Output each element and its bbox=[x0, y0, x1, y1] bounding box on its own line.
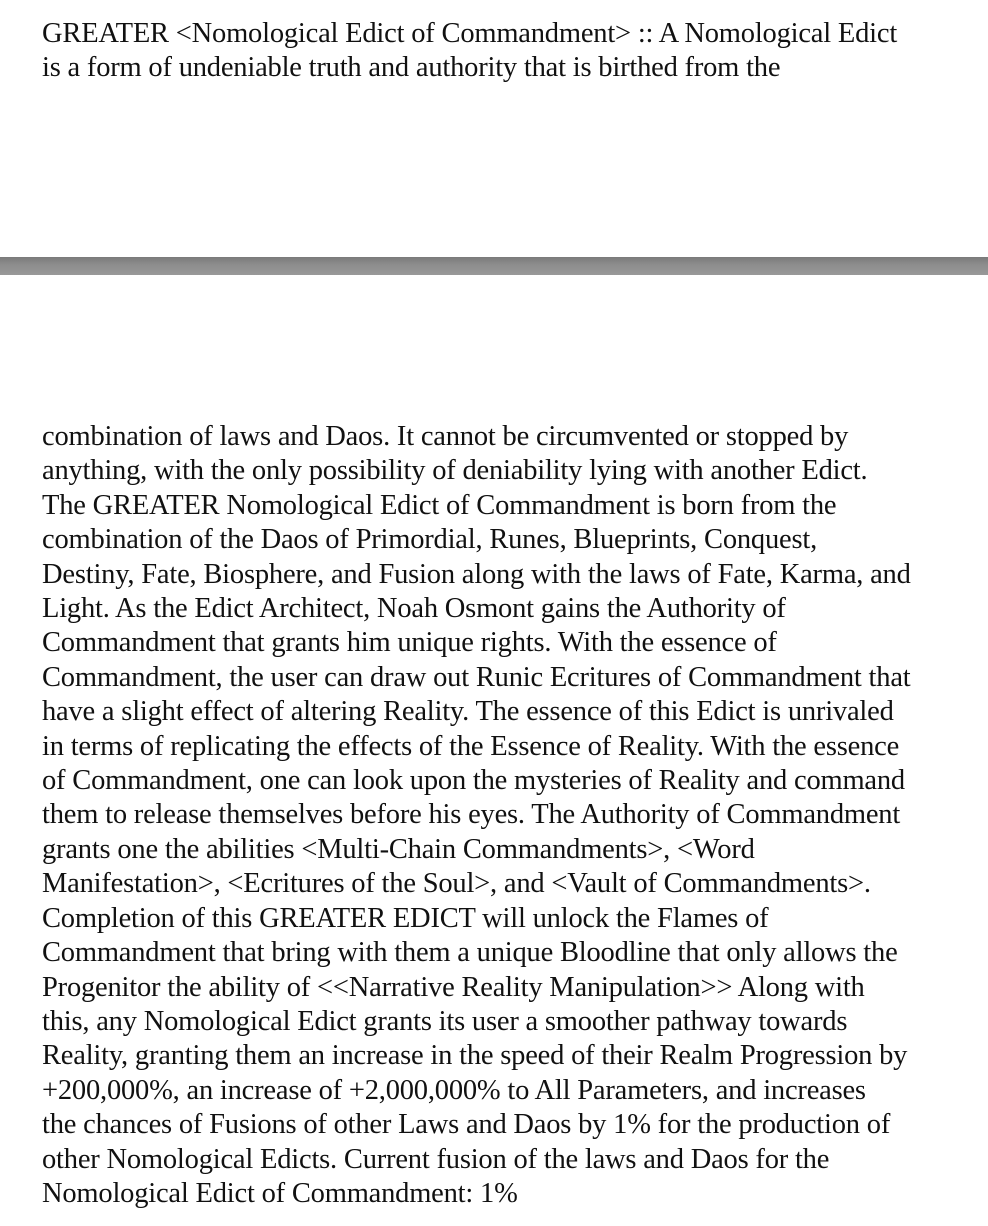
page-divider bbox=[0, 257, 988, 275]
page-bottom-text: combination of laws and Daos. It cannot be circumvented or stopped by anything, with the only possibility of deniability lying with another Edict. The GREATER Nomological Edict of Commandment is born from the combination of the Daos of Primordial, Runes, Blueprints, Conquest, Destiny, Fate, Biosphere, and Fusion along with the laws of Fate, Karma, and Light. As the Edict Architect, Noah Osmont gains the Authority of Commandment that grants him unique rights. With the essence of Commandment, the user can draw out Runic Ecritures of Commandment that have a slight effect of altering Reality. The essence of this Edict is unrivaled in terms of replicating the effects of the Essence of Reality. With the essence of Commandment, one can look upon the mysteries of Reality and command them to release themselves before his eyes. The Authority of Commandment grants one the abilities <Multi-Chain Commandments>, <Word Manifestation>, <Ecritures of the Soul>, and <Vault of Commandments>. Completion of this GREATER EDICT will unlock the Flames of Commandment that bring with them a unique Bloodline that only allows the Progenitor the ability of <<Narrative Reality Manipulation>> Along with this, any Nomological Edict grants its user a smoother pathway towards Reality, granting them an increase in the speed of their Realm Progression by +200,000%, an increase of +2,000,000% to All Parameters, and increases the chances of Fusions of other Laws and Daos by 1% for the production of other Nomological Edicts. Current fusion of the laws and Daos for the Nomological Edict of Commandment: 1% bbox=[42, 421, 911, 1209]
page-top-text: GREATER <Nomological Edict of Commandment> :: A Nomological Edict is a form of undeniable truth and authority that is birthed from the bbox=[42, 18, 898, 84]
page-top bbox=[0, 0, 988, 257]
